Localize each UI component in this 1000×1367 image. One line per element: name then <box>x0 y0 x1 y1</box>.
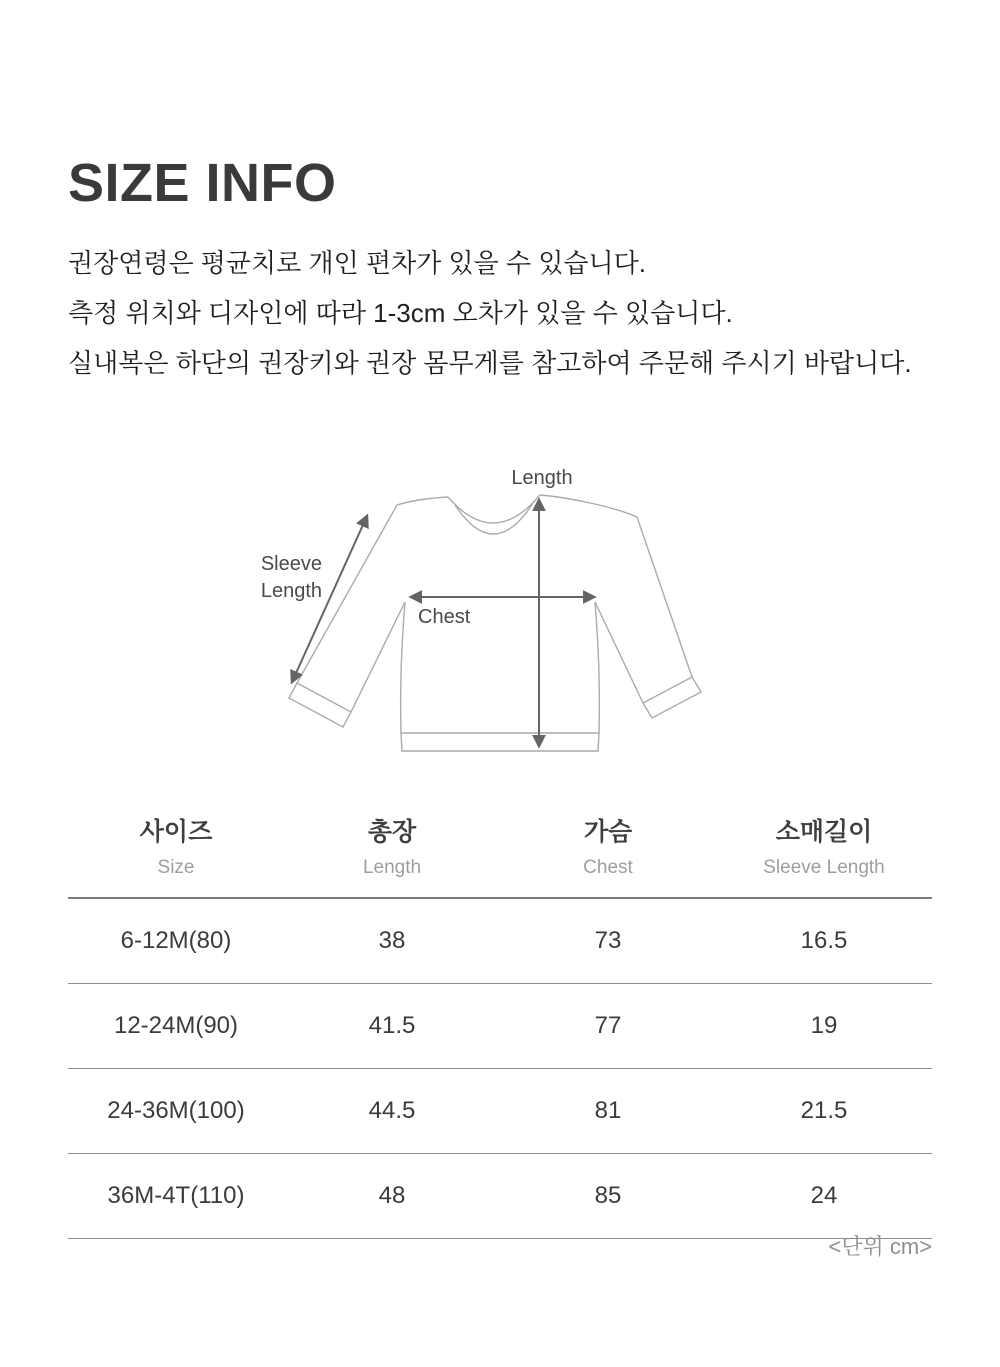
cell-size: 36M-4T(110) <box>68 1154 284 1239</box>
sweater-outline <box>289 495 701 751</box>
cell-chest: 81 <box>500 1069 716 1154</box>
column-header-size <box>68 802 284 898</box>
table-row <box>68 984 932 1069</box>
cell-sleeve: 19 <box>716 984 932 1069</box>
size-notes <box>68 238 912 388</box>
chest-label: Chest <box>418 606 471 628</box>
garment-measure-diagram <box>240 440 760 780</box>
cell-chest: 73 <box>500 898 716 984</box>
unit-note: <단위 cm> <box>828 1234 932 1259</box>
column-header-length <box>284 802 500 898</box>
table-row <box>68 898 932 984</box>
cell-sleeve: 21.5 <box>716 1069 932 1154</box>
size-note-line: 측정 위치와 디자인에 따라 1-3cm 오차가 있을 수 있습니다. <box>68 298 733 328</box>
size-note-line: 권장연령은 평균치로 개인 편차가 있을 수 있습니다. <box>68 248 647 278</box>
column-header-size-ko: 사이즈 <box>139 818 213 846</box>
length-label: Length <box>511 467 573 489</box>
cell-sleeve: 24 <box>716 1154 932 1239</box>
cell-length: 41.5 <box>284 984 500 1069</box>
column-header-length-en: Length <box>362 857 422 878</box>
cell-chest: 85 <box>500 1154 716 1239</box>
column-header-sleeve-length-en: Sleeve Length <box>763 857 885 878</box>
sweater-diagram-icon <box>240 440 760 780</box>
page-title: SIZE INFO <box>68 153 337 214</box>
cell-size: 12-24M(90) <box>68 984 284 1069</box>
cell-chest: 77 <box>500 984 716 1069</box>
cell-size: 6-12M(80) <box>68 898 284 984</box>
column-header-chest-ko: 가슴 <box>583 818 633 846</box>
column-header-sleeve-length-ko: 소매길이 <box>775 818 873 846</box>
cell-length: 38 <box>284 898 500 984</box>
size-table <box>68 802 932 1239</box>
cell-size: 24-36M(100) <box>68 1069 284 1154</box>
table-row <box>68 1154 932 1239</box>
cell-length: 44.5 <box>284 1069 500 1154</box>
column-header-sleeve-length <box>716 802 932 898</box>
column-header-size-en: Size <box>157 857 195 878</box>
column-header-length-ko: 총장 <box>367 818 417 846</box>
column-header-chest-en: Chest <box>583 857 633 878</box>
size-note-line: 실내복은 하단의 권장키와 권장 몸무게를 참고하여 주문해 주시기 바랍니다. <box>68 348 912 378</box>
sleeve-length-label-line1: Sleeve <box>260 553 322 575</box>
cell-sleeve: 16.5 <box>716 898 932 984</box>
size-table-header-row <box>68 802 932 898</box>
column-header-chest <box>500 802 716 898</box>
sleeve-length-label-line2: Length <box>260 580 322 602</box>
cell-length: 48 <box>284 1154 500 1239</box>
table-row <box>68 1069 932 1154</box>
